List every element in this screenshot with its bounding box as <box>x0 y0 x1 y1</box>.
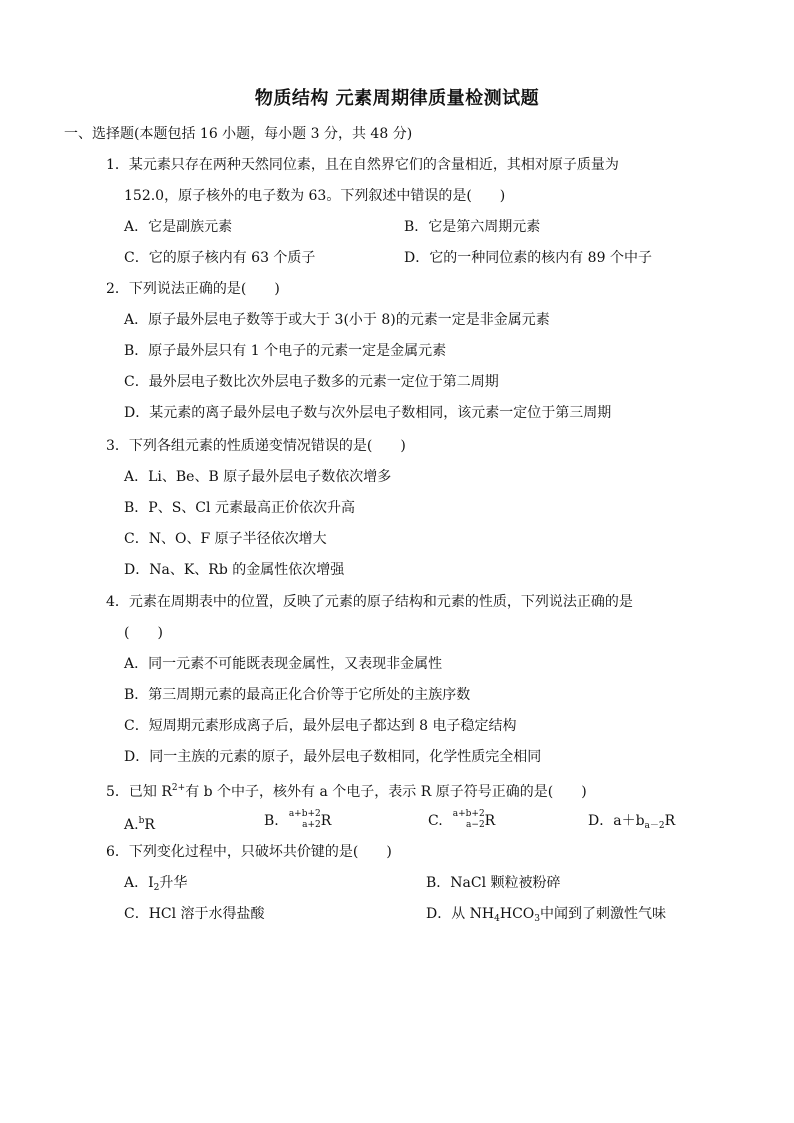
q6-option-c: C．HCl 溶于水得盐酸 <box>124 906 265 922</box>
q4-option-c: C．短周期元素形成离子后，最外层电子都达到 8 电子稳定结构 <box>124 718 517 734</box>
q5-option-d-symbol: R <box>664 813 676 829</box>
q5-option-b-mass: a+b+2 <box>288 809 321 819</box>
q5-option-d-subscript: a－2 <box>644 821 665 831</box>
q5-option-c-label: C. <box>428 813 443 829</box>
q6-option-a-subscript: 2 <box>153 883 160 893</box>
q2-option-c: C．最外层电子数比次外层电子数多的元素一定位于第二周期 <box>124 374 499 390</box>
q5-option-c-scripts <box>443 811 485 831</box>
q6-option-d-mid: HCO <box>499 906 535 922</box>
q3-option-c: C．N、O、F 原子半径依次增大 <box>124 531 327 547</box>
page-title: 物质结构 元素周期律质量检测试题 <box>254 88 540 109</box>
q3-option-b: B．P、S、Cl 元素最高正价依次升高 <box>124 500 355 516</box>
q3-stem: 3．下列各组元素的性质递变情况错误的是( ) <box>106 438 406 454</box>
q5-option-b-symbol: R <box>320 813 332 829</box>
q1-option-c: C．它的原子核内有 63 个质子 <box>124 250 316 266</box>
q6-stem: 6．下列变化过程中，只破坏共价键的是( ) <box>106 844 392 860</box>
q3-option-d: D．Na、K、Rb 的金属性依次增强 <box>124 562 345 578</box>
q5-option-d-text: a＋b <box>613 813 645 829</box>
q4-option-b: B．第三周期元素的最高正化合价等于它所处的主族序数 <box>124 687 471 703</box>
q5-option-c-atomic: a−2 <box>466 820 485 830</box>
q1-option-a: A．它是副族元素 <box>124 219 233 235</box>
q3-option-a: A．Li、Be、B 原子最外层电子数依次增多 <box>124 469 392 485</box>
q2-stem: 2．下列说法正确的是( ) <box>106 281 280 297</box>
q5-option-b-label: B. <box>264 813 279 829</box>
q1-stem-line2: 152.0，原子核外的电子数为 63。下列叙述中错误的是( ) <box>124 188 506 204</box>
q6-option-a-post: 升华 <box>159 875 188 891</box>
q6-option-d <box>426 904 666 929</box>
q2-option-a: A．原子最外层电子数等于或大于 3(小于 8)的元素一定是非金属元素 <box>124 312 550 328</box>
q4-option-d: D．同一主族的元素的原子，最外层电子数相同，化学性质完全相同 <box>124 749 542 765</box>
q5-stem <box>106 778 587 802</box>
q1-option-b: B．它是第六周期元素 <box>404 219 541 235</box>
q5-stem-pre: 5．已知 R <box>106 784 172 800</box>
q1-option-d: D．它的一种同位素的核内有 89 个中子 <box>404 250 652 266</box>
q5-option-c-symbol: R <box>484 813 496 829</box>
q6-option-d-subscript-1: 4 <box>494 914 500 924</box>
q6-option-a <box>124 873 187 898</box>
q5-option-b-scripts <box>279 811 321 831</box>
q5-stem-post: 有 b 个中子，核外有 a 个电子，表示 R 原子符号正确的是( ) <box>185 784 587 800</box>
q5-option-c <box>428 811 495 831</box>
q6-option-d-post: 中闻到了刺激性气味 <box>540 906 667 922</box>
q4-stem-line2: ( ) <box>124 625 163 641</box>
q5-option-d-label: D． <box>588 813 614 829</box>
q5-option-d <box>588 811 675 836</box>
q6-option-b: B．NaCl 颗粒被粉碎 <box>426 875 561 891</box>
q2-option-b: B．原子最外层只有 1 个电子的元素一定是金属元素 <box>124 343 447 359</box>
section-heading: 一、选择题(本题包括 16 小题，每小题 3 分，共 48 分) <box>64 126 413 142</box>
q5-option-c-mass: a+b+2 <box>452 809 485 819</box>
q5-option-a-mass: b <box>138 816 145 826</box>
q4-option-a: A．同一元素不可能既表现金属性，又表现非金属性 <box>124 656 443 672</box>
q1-stem-line1: 1．某元素只存在两种天然同位素，且在自然界它们的含量相近，其相对原子质量为 <box>106 157 619 173</box>
q5-option-a <box>124 811 155 835</box>
q5-option-a-symbol: R <box>144 817 155 833</box>
q2-option-d: D．某元素的离子最外层电子数与次外层电子数相同，该元素一定位于第三周期 <box>124 405 612 421</box>
q5-option-a-label: A. <box>124 817 139 833</box>
q5-option-b-atomic: a+2 <box>302 820 321 830</box>
q5-option-b <box>264 811 331 831</box>
q6-option-d-subscript-2: 3 <box>534 914 541 924</box>
q6-option-d-pre: D．从 NH <box>426 906 495 922</box>
q6-option-a-pre: A．I <box>124 875 154 891</box>
q5-charge-superscript: 2+ <box>171 783 186 793</box>
q4-stem-line1: 4．元素在周期表中的位置，反映了元素的原子结构和元素的性质，下列说法正确的是 <box>106 594 633 610</box>
